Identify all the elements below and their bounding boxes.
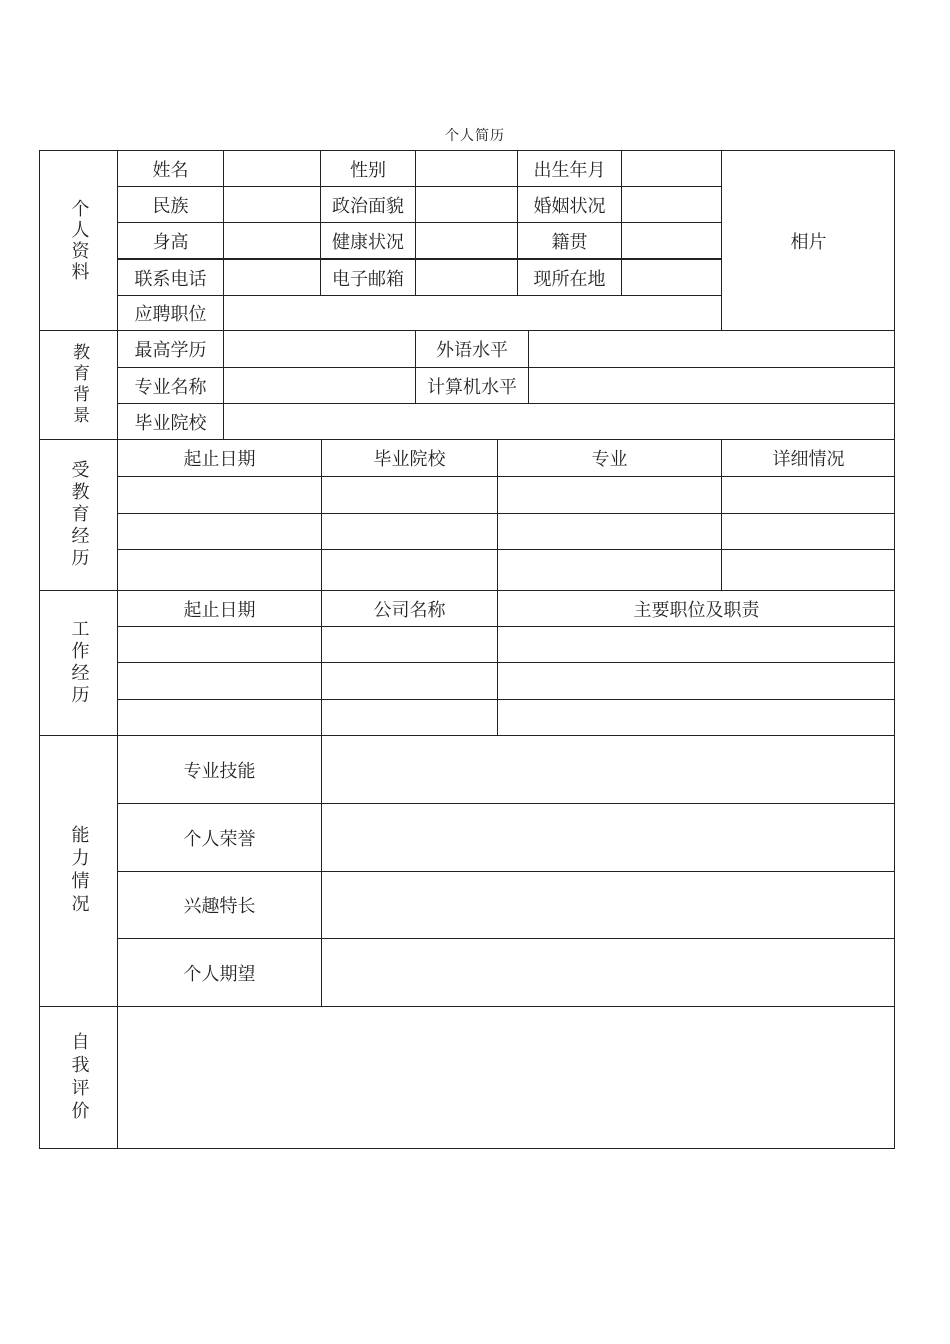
section-work-history: 工作经历 <box>68 618 90 707</box>
work-header-dates: 起止日期 <box>183 599 256 621</box>
label-applied-position: 应聘职位 <box>134 304 207 325</box>
edu-header-dates: 起止日期 <box>183 449 256 470</box>
health-field[interactable] <box>416 223 517 258</box>
edu-header-details: 详细情况 <box>772 449 845 470</box>
birth-date-field[interactable] <box>622 151 721 186</box>
foreign-language-field[interactable] <box>529 331 895 367</box>
label-health: 健康状况 <box>332 231 404 253</box>
gender-field[interactable] <box>416 151 517 186</box>
label-personal-honors: 个人荣誉 <box>183 828 256 850</box>
name-field[interactable] <box>224 151 320 186</box>
section-education-background: 教育背景 <box>69 342 89 427</box>
row-line <box>117 549 895 550</box>
label-highest-degree: 最高学历 <box>134 340 207 361</box>
marital-status-field[interactable] <box>622 187 721 222</box>
label-birth-date: 出生年月 <box>533 159 606 181</box>
label-phone: 联系电话 <box>134 268 207 290</box>
label-height: 身高 <box>152 231 189 253</box>
email-field[interactable] <box>416 260 517 295</box>
self-evaluation-field[interactable] <box>118 1007 895 1149</box>
row-line <box>117 513 895 514</box>
label-current-location: 现所在地 <box>533 268 606 290</box>
current-location-field[interactable] <box>622 260 721 295</box>
label-marital-status: 婚姻状况 <box>533 195 606 217</box>
label-computer-level: 计算机水平 <box>427 376 517 398</box>
label-professional-skills: 专业技能 <box>183 760 256 782</box>
hobbies-field[interactable] <box>322 872 895 938</box>
label-political-status: 政治面貌 <box>332 195 404 217</box>
row-line <box>117 699 895 700</box>
personal-honors-field[interactable] <box>322 804 895 871</box>
label-gender: 性别 <box>350 159 386 181</box>
graduated-school-field[interactable] <box>224 404 895 439</box>
highest-degree-field[interactable] <box>224 331 415 367</box>
label-hobbies: 兴趣特长 <box>183 896 256 917</box>
ethnicity-field[interactable] <box>224 187 320 222</box>
applied-position-field[interactable] <box>224 296 721 330</box>
section-personal: 个人资料 <box>68 198 90 283</box>
major-field[interactable] <box>224 368 415 403</box>
label-native-place: 籍贯 <box>551 231 588 253</box>
row-line <box>117 626 895 627</box>
label-name: 姓名 <box>152 159 189 181</box>
computer-level-field[interactable] <box>529 368 895 403</box>
section-self-evaluation: 自我评价 <box>68 1031 90 1124</box>
row-line <box>117 476 895 477</box>
photo-box[interactable]: 相片 <box>790 231 827 253</box>
label-ethnicity: 民族 <box>152 195 189 217</box>
edu-header-school: 毕业院校 <box>373 449 446 470</box>
resume-title: 个人简历 <box>445 128 505 144</box>
label-graduated-school: 毕业院校 <box>134 412 207 434</box>
section-education-history: 受教育经历 <box>68 459 90 570</box>
section-abilities: 能力情况 <box>68 824 90 917</box>
native-place-field[interactable] <box>622 223 721 258</box>
label-email: 电子邮箱 <box>332 268 404 290</box>
label-expectations: 个人期望 <box>183 963 256 985</box>
resume-table <box>39 150 895 1149</box>
label-major: 专业名称 <box>134 376 207 398</box>
political-status-field[interactable] <box>416 187 517 222</box>
label-foreign-language: 外语水平 <box>436 340 508 361</box>
expectations-field[interactable] <box>322 939 895 1006</box>
professional-skills-field[interactable] <box>322 736 895 803</box>
row-line <box>117 662 895 663</box>
edu-header-major: 专业 <box>591 449 628 470</box>
work-header-company: 公司名称 <box>373 599 446 621</box>
phone-field[interactable] <box>224 260 320 295</box>
height-field[interactable] <box>224 223 320 258</box>
work-header-duties: 主要职位及职责 <box>633 599 760 621</box>
